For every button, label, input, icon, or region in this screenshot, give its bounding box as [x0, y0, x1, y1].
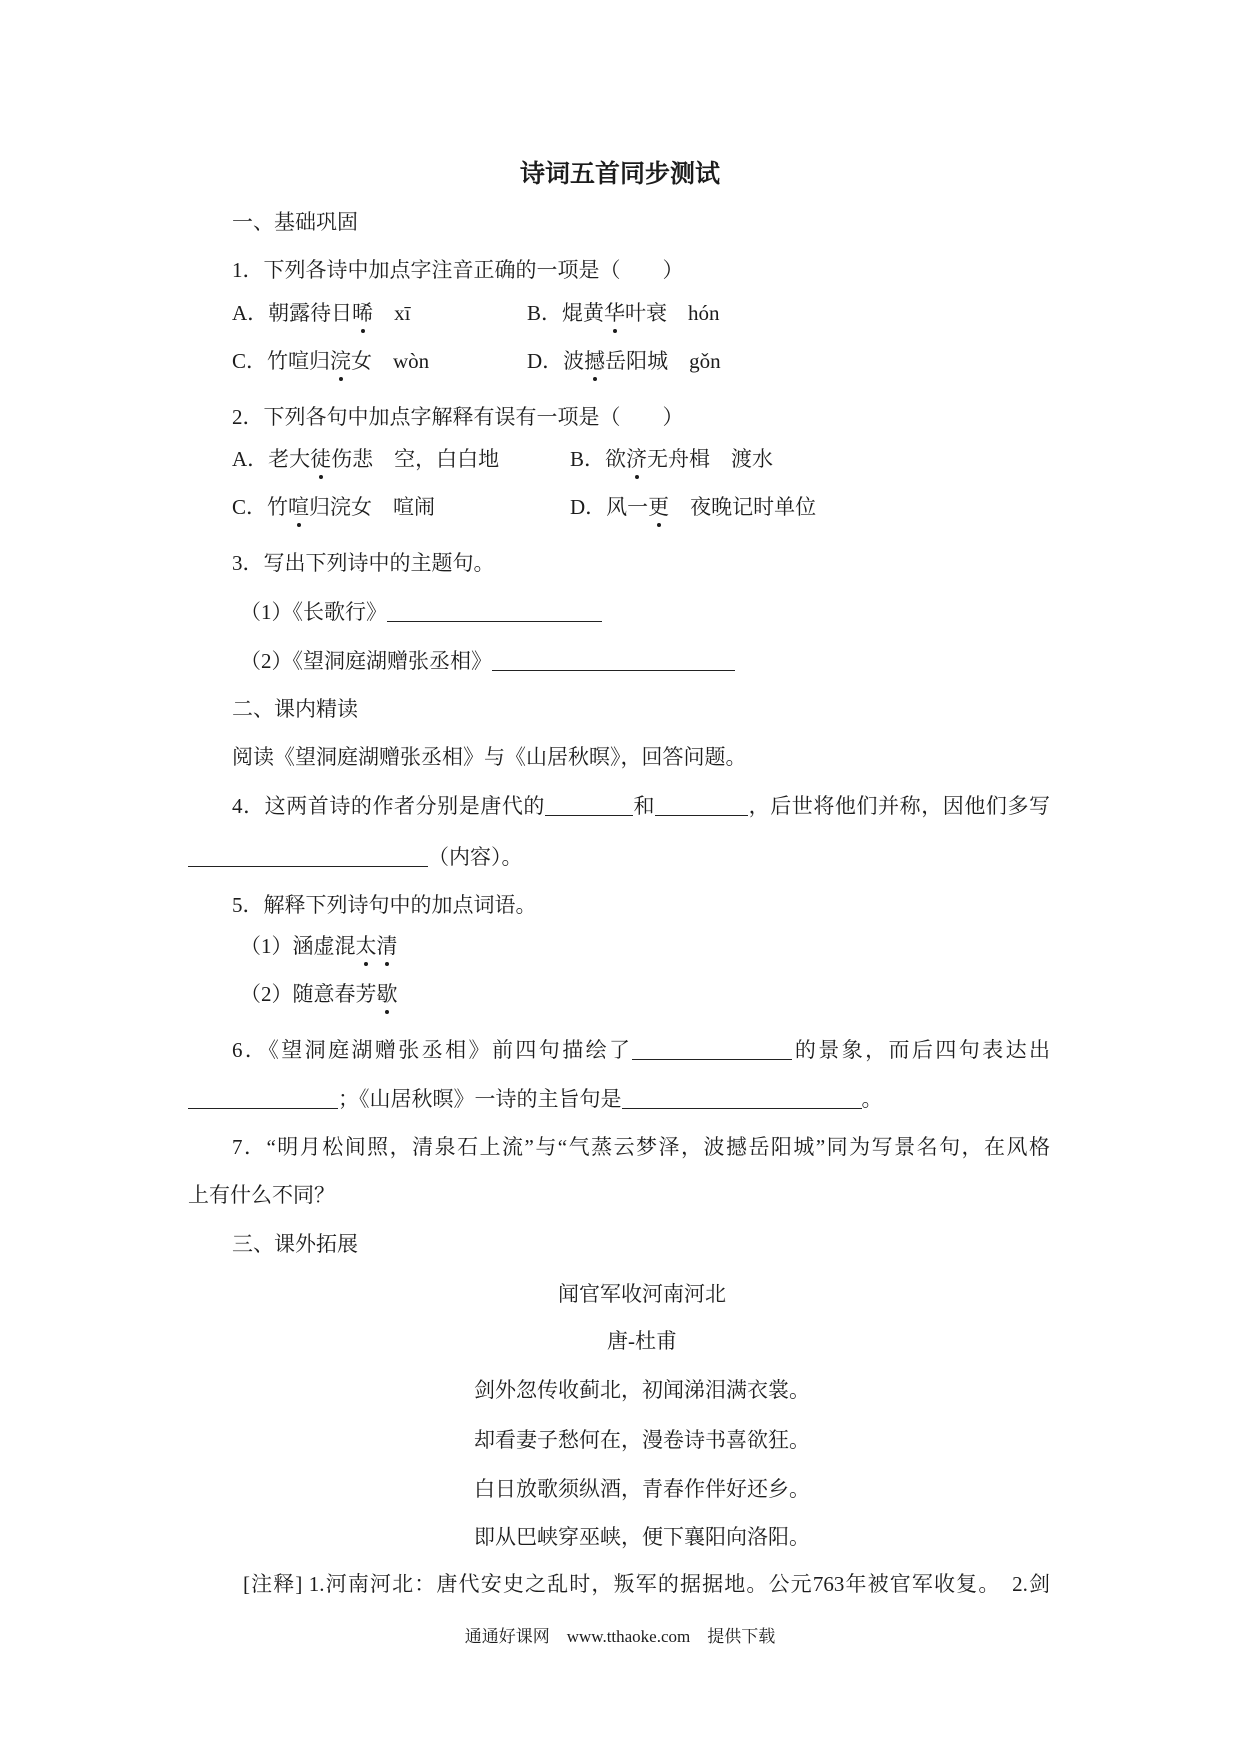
option-text: 归浣女: [309, 495, 373, 519]
question-2-stem: 2．下列各句中加点字解释有误有一项是（ ）: [232, 405, 684, 429]
answer-blank: [387, 603, 602, 622]
dotted-character: 喧: [288, 495, 310, 519]
dotted-character: 撼: [584, 349, 606, 373]
question-2-option-d: [570, 494, 816, 520]
dotted-character: 徒: [310, 447, 332, 471]
item-text: （2）随意春芳: [240, 982, 377, 1006]
question-2-option-b: [570, 446, 773, 472]
option-meaning: 渡水: [731, 447, 774, 471]
question-2-option-a: [232, 446, 499, 472]
poem-author: 唐-杜甫: [607, 1329, 677, 1353]
item-text: （2）《望洞庭湖赠张丞相》: [240, 649, 492, 673]
question-text: 的景象，而后四句表达出: [792, 1038, 1051, 1062]
question-1-option-a: [232, 300, 411, 326]
answer-blank: [188, 848, 428, 867]
option-text: 无舟楫: [647, 447, 711, 471]
option-label: B．: [527, 301, 563, 325]
answer-blank: [492, 652, 735, 671]
poem-title: 闻官军收河南河北: [558, 1282, 726, 1306]
question-1-stem: 1．下列各诗中加点字注音正确的一项是（ ）: [232, 258, 684, 282]
answer-blank: [188, 1090, 338, 1109]
question-7-line-1: 7．“明月松间照，清泉石上流”与“气蒸云梦泽，波撼岳阳城”同为写景名句，在风格: [232, 1135, 1050, 1159]
dotted-character: 太: [355, 934, 377, 958]
poem-line: 剑外忽传收蓟北，初闻涕泪满衣裳。: [474, 1378, 810, 1402]
question-text: 4．这两首诗的作者分别是唐代的: [232, 794, 545, 818]
option-meaning: 夜晚记时单位: [690, 495, 817, 519]
item-text: （1）涵虚混: [240, 934, 356, 958]
option-label: C．: [232, 495, 268, 519]
dotted-character: 济: [626, 447, 648, 471]
question-7-line-2: 上有什么不同？: [188, 1183, 335, 1207]
option-label: D．: [527, 349, 564, 373]
poem-line: 却看妻子愁何在，漫卷诗书喜欲狂。: [474, 1428, 810, 1452]
dotted-character: 浣: [330, 349, 352, 373]
option-text: 竹喧归: [267, 349, 331, 373]
option-text: 焜黄: [562, 301, 605, 325]
question-1-option-c: [232, 348, 429, 374]
question-1-option-b: [527, 300, 720, 326]
dotted-character: 晞: [352, 301, 374, 325]
question-6-line-1: [232, 1037, 1050, 1063]
question-text: ，后世将他们并称，因他们多写: [748, 794, 1051, 818]
option-pinyin: gǒn: [689, 349, 721, 373]
answer-blank: [655, 797, 748, 816]
dotted-character: 歇: [376, 982, 398, 1006]
question-4-line-1: [232, 793, 1050, 819]
dotted-character: 华: [604, 301, 626, 325]
answer-blank: [632, 1041, 792, 1060]
dotted-character: 清: [376, 934, 398, 958]
question-text: 。: [861, 1087, 883, 1111]
option-label: A．: [232, 447, 269, 471]
answer-blank: [622, 1090, 862, 1109]
question-4-line-2: [188, 844, 523, 870]
section-heading-extension: 三、课外拓展: [232, 1232, 358, 1256]
option-meaning: 空，白白地: [394, 447, 500, 471]
option-text: 波: [563, 349, 585, 373]
question-text: 和: [632, 794, 656, 818]
option-meaning: 喧闹: [393, 495, 436, 519]
question-6-line-2: [188, 1086, 883, 1112]
question-5-stem: 5．解释下列诗句中的加点词语。: [232, 893, 537, 917]
question-text: （内容）。: [428, 845, 523, 869]
dotted-character: 更: [648, 495, 670, 519]
option-pinyin: wòn: [393, 349, 430, 373]
question-2-option-c: [232, 494, 435, 520]
section-heading-basics: 一、基础巩固: [232, 210, 358, 234]
option-text: 女: [351, 349, 373, 373]
item-text: （1）《长歌行》: [240, 600, 387, 624]
annotation-note: [注释] 1.河南河北：唐代安史之乱时，叛军的据据地。公元763年被官军收复。 2.剑: [243, 1572, 1050, 1596]
option-text: 老大: [268, 447, 311, 471]
question-3-item-2: [240, 648, 735, 674]
option-pinyin: hón: [688, 301, 720, 325]
option-label: A．: [232, 301, 269, 325]
option-text: 朝露待日: [268, 301, 353, 325]
option-text: 岳阳城: [605, 349, 669, 373]
question-3-item-1: [240, 599, 602, 625]
poem-line: 白日放歌须纵酒，青春作伴好还乡。: [474, 1477, 810, 1501]
reading-instruction: 阅读《望洞庭湖赠张丞相》与《山居秋暝》，回答问题。: [232, 745, 747, 769]
section-heading-reading: 二、课内精读: [232, 697, 358, 721]
option-label: D．: [570, 495, 607, 519]
option-text: 欲: [605, 447, 627, 471]
option-text: 风一: [606, 495, 649, 519]
question-5-item-2: [240, 981, 398, 1007]
question-1-option-d: [527, 348, 721, 374]
question-text: 6．《望洞庭湖赠张丞相》前四句描绘了: [232, 1038, 633, 1062]
question-3-stem: 3．写出下列诗中的主题句。: [232, 551, 495, 575]
question-5-item-1: [240, 933, 398, 959]
page-footer: 通通好课网 www.tthaoke.com 提供下载: [464, 1627, 776, 1646]
option-label: C．: [232, 349, 268, 373]
option-text: 叶衰: [625, 301, 668, 325]
answer-blank: [545, 797, 633, 816]
option-text: 竹: [267, 495, 289, 519]
option-label: B．: [570, 447, 606, 471]
poem-line: 即从巴峡穿巫峡，便下襄阳向洛阳。: [474, 1525, 810, 1549]
option-text: 伤悲: [331, 447, 374, 471]
page-title: 诗词五首同步测试: [519, 161, 720, 188]
question-text: ；《山居秋暝》一诗的主旨句是: [338, 1087, 622, 1111]
option-pinyin: xī: [394, 301, 411, 325]
